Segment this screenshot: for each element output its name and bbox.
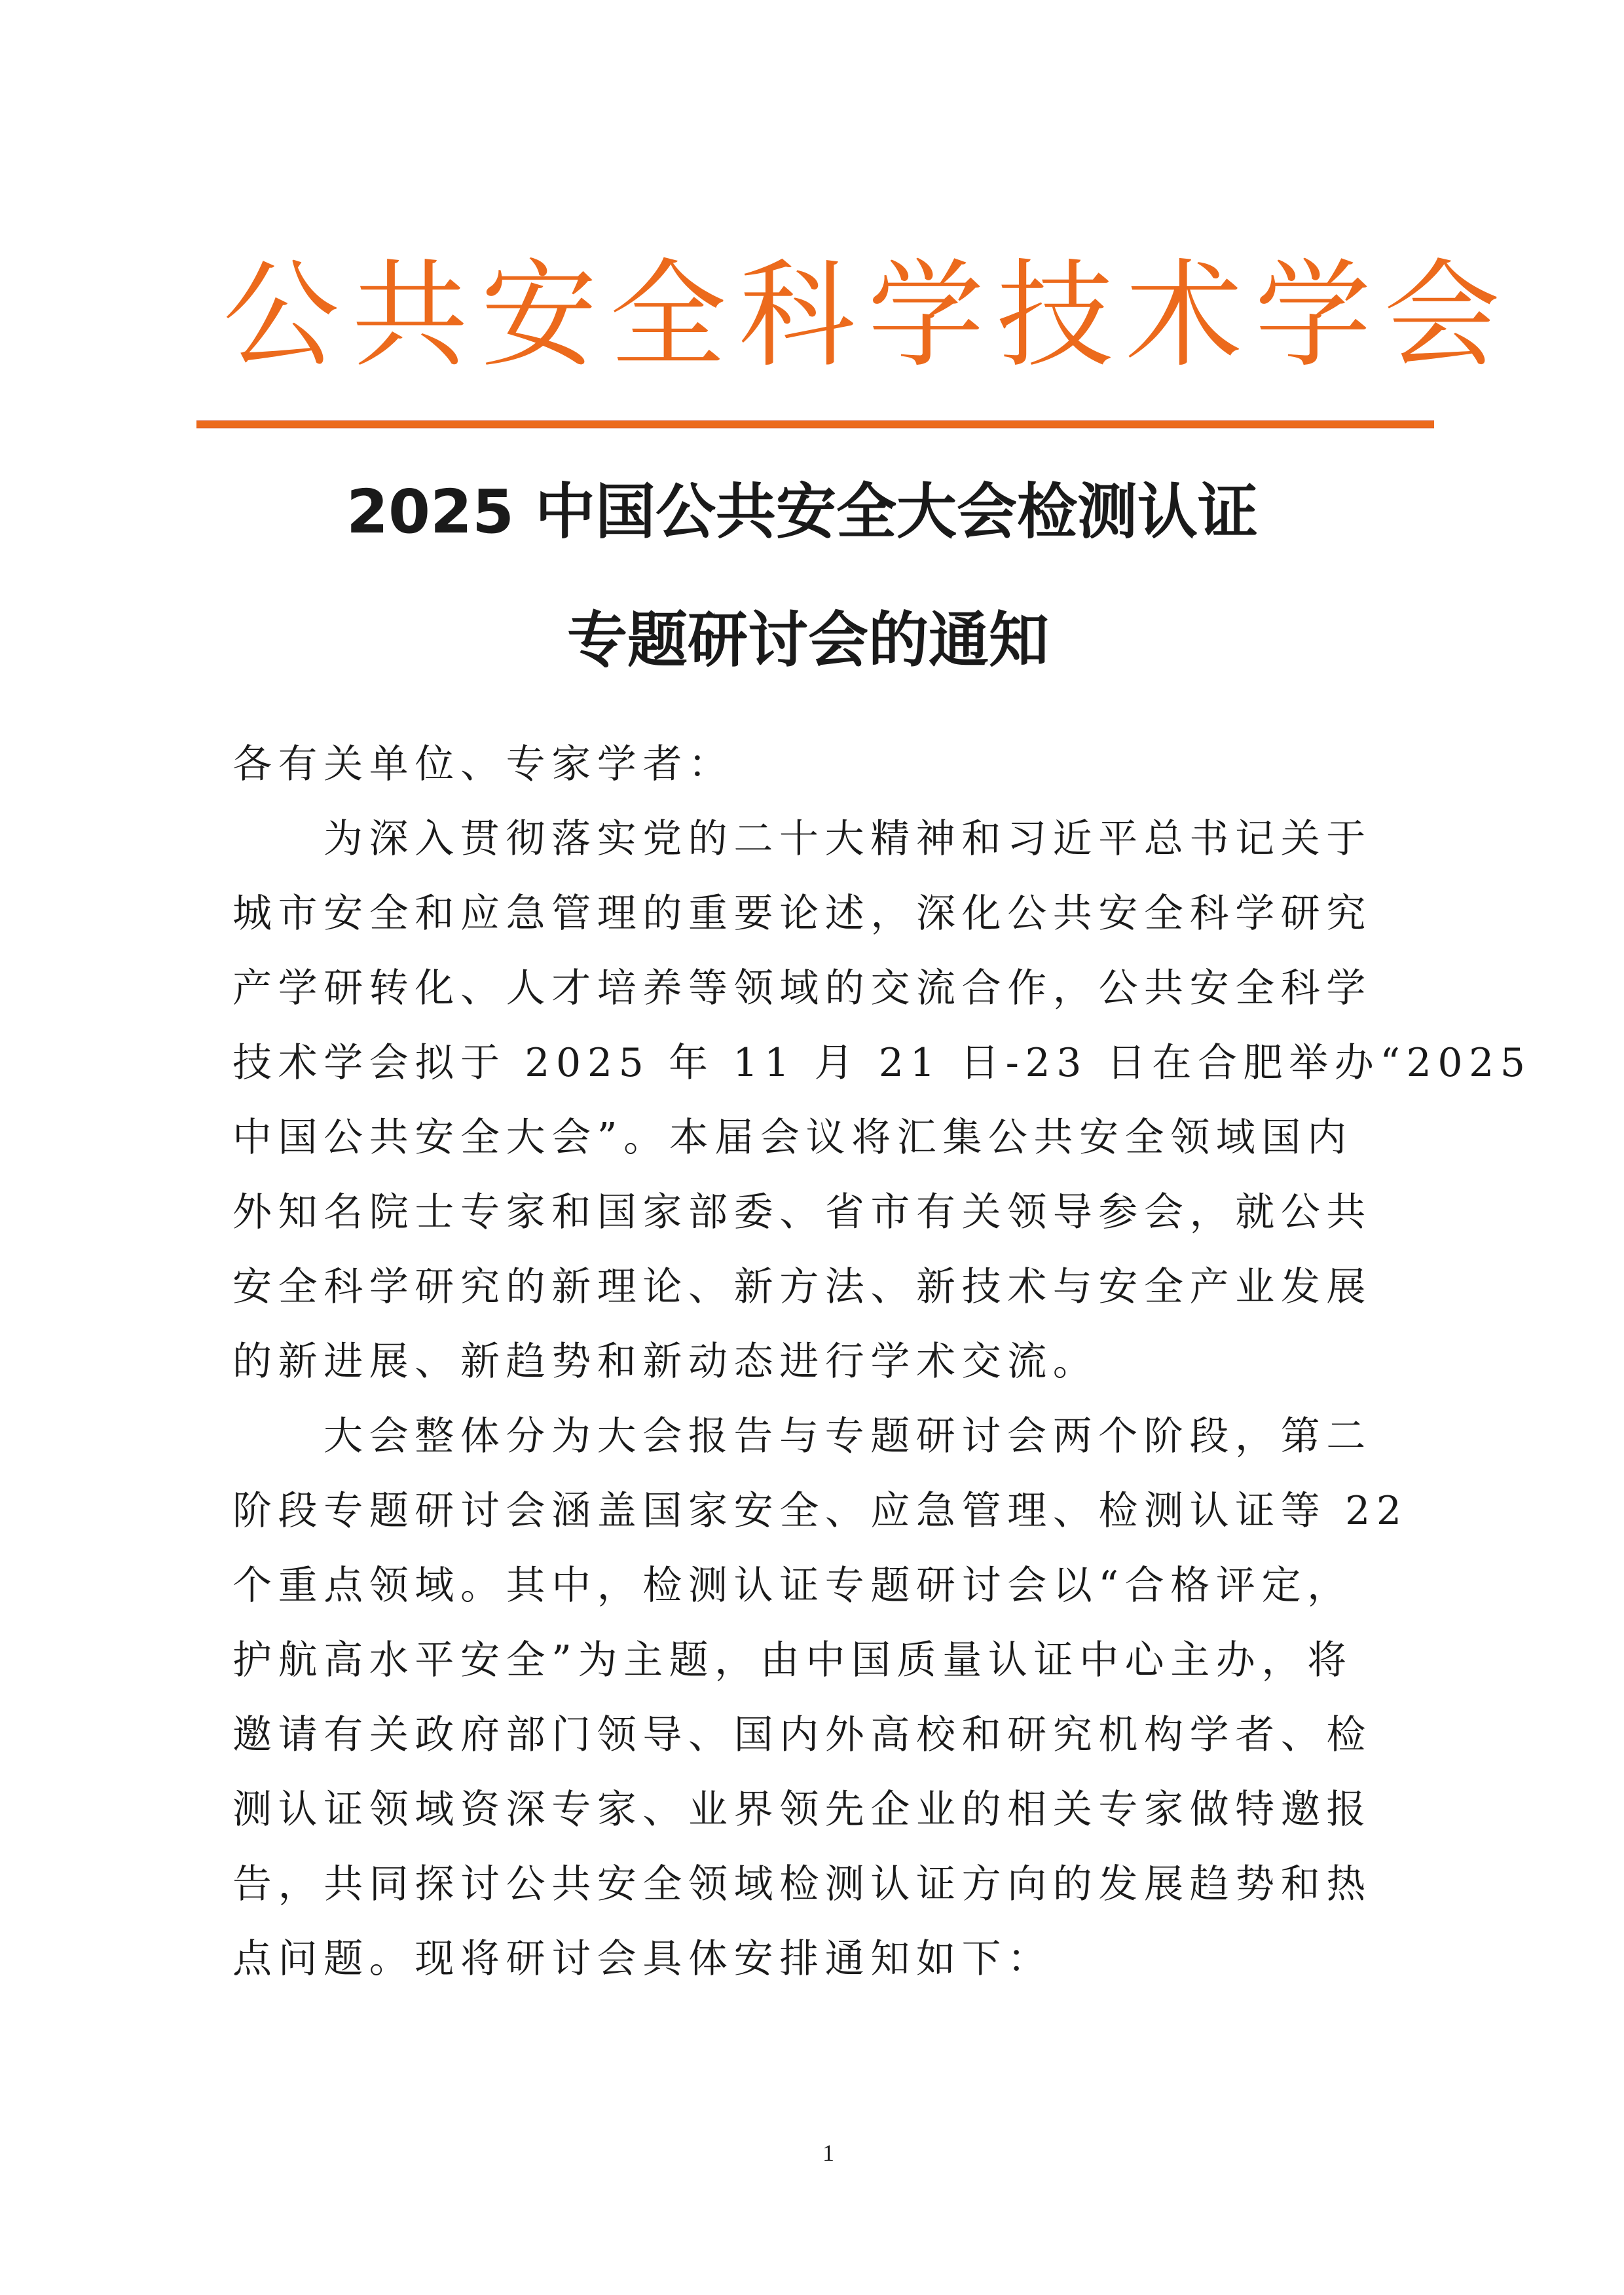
paragraph-2-line: 邀请有关政府部门领导、国内外高校和研究机构学者、检 <box>232 1712 1372 1758</box>
page-number: 1 <box>822 2140 834 2166</box>
paragraph-2-line: 阶段专题研讨会涵盖国家安全、应急管理、检测认证等 22 <box>232 1488 1408 1534</box>
paragraph-2-line: 个重点领域。其中，检测认证专题研讨会以“合格评定， <box>232 1563 1353 1609</box>
paragraph-2-line: 告，共同探讨公共安全领域检测认证方向的发展趋势和热 <box>232 1861 1372 1907</box>
paragraph-1-line: 技术学会拟于 2025 年 11 月 21 日-23 日在合肥举办“2025 <box>232 1040 1532 1086</box>
paragraph-1-line: 为深入贯彻落实党的二十大精神和习近平总书记关于 <box>323 816 1372 862</box>
notice-title-line-2: 专题研讨会的通知 <box>566 605 1049 675</box>
paragraph-2-line: 测认证领域资深专家、业界领先企业的相关专家做特邀报 <box>232 1787 1372 1833</box>
notice-title-line-1: 2025 中国公共安全大会检测认证 <box>346 477 1259 547</box>
paragraph-2-line: 大会整体分为大会报告与专题研讨会两个阶段，第二 <box>323 1413 1372 1459</box>
paragraph-2-line: 护航高水平安全”为主题，由中国质量认证中心主办，将 <box>232 1637 1353 1683</box>
paragraph-1-line: 城市安全和应急管理的重要论述，深化公共安全科学研究 <box>232 891 1372 937</box>
paragraph-1-line: 外知名院士专家和国家部委、省市有关领导参会，就公共 <box>232 1189 1372 1235</box>
notice-body <box>232 727 1532 1996</box>
salutation: 各有关单位、专家学者： <box>232 741 734 787</box>
letterhead-rule <box>196 420 1434 428</box>
letterhead-org-name: 公共安全科学技术学会 <box>223 248 1513 383</box>
paragraph-1-line: 产学研转化、人才培养等领域的交流合作，公共安全科学 <box>232 965 1372 1011</box>
paragraph-1-line: 中国公共安全大会”。本届会议将汇集公共安全领域国内 <box>232 1115 1353 1161</box>
paragraph-2-line: 点问题。现将研讨会具体安排通知如下： <box>232 1936 1053 1982</box>
paragraph-1-line: 的新进展、新趋势和新动态进行学术交流。 <box>232 1339 1099 1385</box>
paragraph-1-line: 安全科学研究的新理论、新方法、新技术与安全产业发展 <box>232 1264 1372 1310</box>
